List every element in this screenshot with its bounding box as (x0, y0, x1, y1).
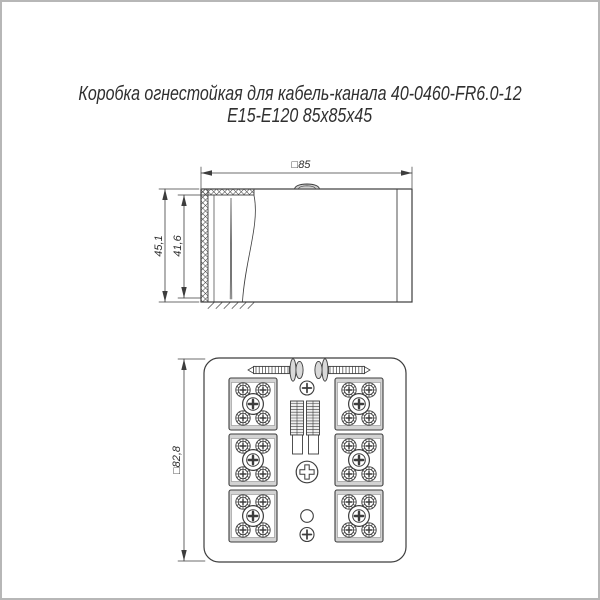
terminal-block (229, 434, 277, 486)
anchor-sleeve-left (291, 401, 304, 435)
center-screw-large (296, 461, 318, 483)
dim-outer-height-label: 45,1 (153, 235, 165, 257)
intumescent-liner-hatch (201, 189, 254, 302)
cover-screw-top (300, 381, 314, 395)
box-body-outline (201, 189, 412, 302)
side-dim-inner-height (172, 195, 201, 298)
mounting-dome (295, 184, 320, 189)
dim-width-label: □85 (291, 159, 311, 171)
product-title-line2: E15-E120 85x85x45 (227, 105, 373, 127)
section-hatch-ticks (208, 302, 255, 309)
cover-screw-bottom (300, 528, 314, 542)
bottom-dim-size (171, 359, 205, 561)
anchor-tip-right (309, 435, 319, 454)
terminal-block (335, 434, 383, 486)
terminal-block (335, 490, 383, 542)
terminal-block (335, 378, 383, 430)
terminal-block (229, 490, 277, 542)
side-section-view (153, 159, 412, 309)
dim-size-label: □82,8 (171, 445, 183, 475)
product-title-line1: Коробка огнестойкая для кабель-канала 40-0460-FR6.0-12 (78, 83, 522, 105)
anchor-tip-left (293, 435, 303, 454)
dim-inner-height-label: 41,6 (172, 235, 184, 257)
technical-drawing (2, 2, 600, 600)
break-line (243, 196, 256, 302)
terminal-block (229, 378, 277, 430)
seam-line (230, 198, 232, 299)
bottom-view (171, 358, 406, 562)
anchor-sleeve-right (307, 401, 320, 435)
cable-hole (301, 510, 314, 523)
